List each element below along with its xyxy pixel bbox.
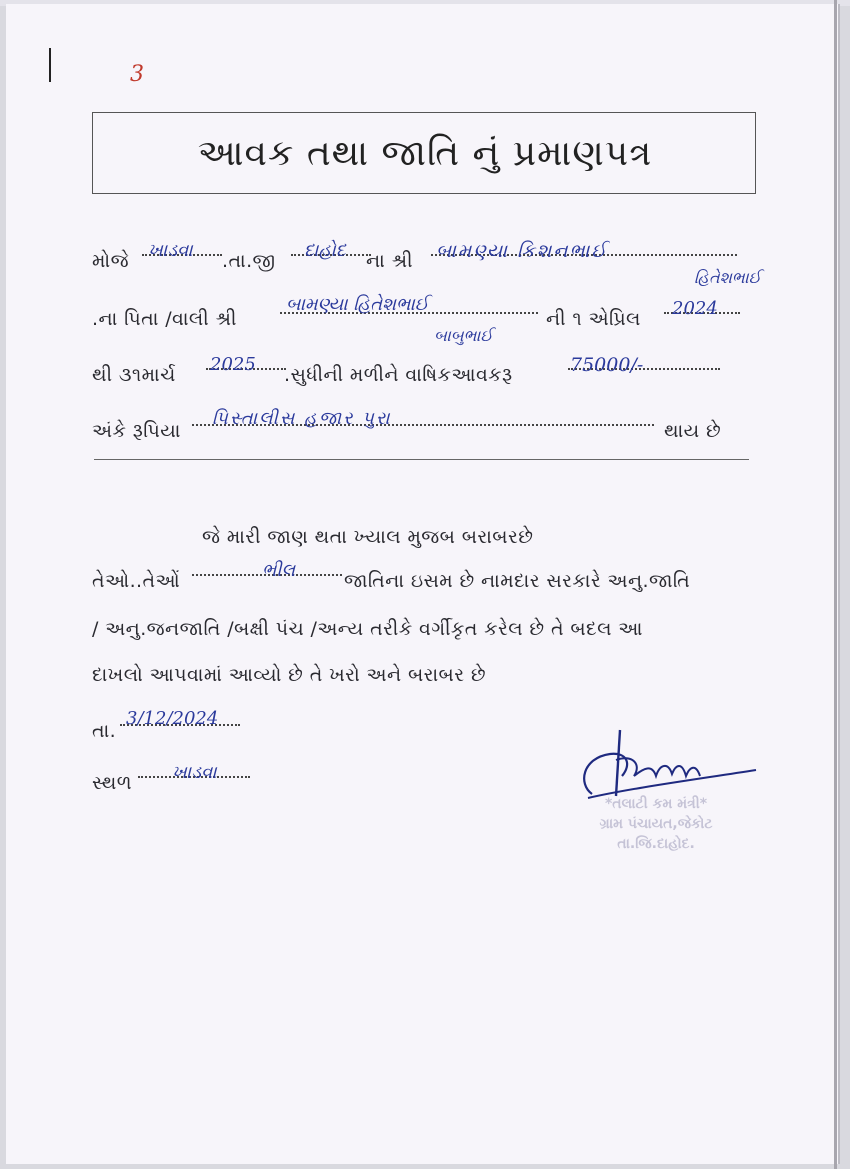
stamp-line-1: *તલાટી કમ મંત્રી* — [604, 796, 708, 812]
stamp-line-3: તા.જિ.દાહોદ. — [617, 836, 695, 852]
name-value: બામણ્યા કિશનભાઈ — [436, 240, 609, 262]
statement-line4: દાખલો આપવામાં આવ્યો છે તે ખરો અને બરાબર છે — [92, 664, 486, 686]
name-value-cont: હિતેશભાઈ — [694, 268, 762, 287]
date-label: તા. — [92, 720, 117, 742]
place-label: સ્થળ — [92, 772, 132, 794]
page-title: આવક તથા જાતિ નું પ્રમાણપત્ર — [197, 133, 653, 174]
label-to: થી ૩૧માર્ચ — [92, 364, 176, 386]
label-taji: .તા.જી — [222, 250, 276, 272]
taluka-value: દાહોદ — [304, 240, 346, 261]
label-na-shree: ના શ્રી — [366, 250, 413, 272]
father-value-cont: બાબુભાઈ — [434, 326, 493, 345]
place-value: ખાડવા — [172, 762, 217, 783]
statement-line3: / અનુ.જનજાતિ /બક્ષી પંચ /અન્ય તરીકે વર્ગીકૃત કરેલ છે તે બદલ આ — [92, 618, 643, 640]
to-year-value: 2025 — [210, 354, 256, 375]
income-value: 75000/- — [570, 354, 644, 376]
label-moje: મોજે — [92, 250, 129, 272]
label-father: .ના પિતા /વાલી શ્રી — [92, 308, 237, 330]
official-stamp — [566, 794, 746, 854]
stamp-line-2: ગ્રામ પંચાયત,જેકોટ — [599, 816, 713, 832]
document-sheet — [6, 4, 838, 1164]
scan-right-edge — [834, 0, 837, 1169]
label-from: ની ૧ એપ્રિલ — [546, 308, 641, 330]
section-divider — [94, 459, 749, 460]
father-value: બામણ્યા હિતેશભાઈ — [286, 294, 429, 315]
label-end: થાય છે — [664, 420, 722, 442]
margin-mark — [49, 48, 51, 82]
date-value: 3/12/2024 — [126, 708, 219, 729]
title-box — [92, 112, 756, 194]
village-value: ખાડવા — [148, 240, 193, 261]
page-number-mark: 3 — [130, 62, 144, 87]
statement-line1: જે મારી જાણ થતા ખ્યાલ મુજબ બરાબરછે — [202, 526, 534, 548]
words-value: પિસ્તાલીસ હજાર પુરા — [212, 408, 392, 429]
label-income: .સુધીની મળીને વાષિકઆવકરૂ — [284, 364, 513, 386]
statement-line2: જાતિના ઇસમ છે નામદાર સરકારે અનુ.જાતિ — [344, 570, 691, 592]
from-year-value: 2024 — [672, 298, 718, 319]
statement-prefix: તેઓ..તેઓં — [92, 570, 181, 592]
label-words: અંકે રૂપિયા — [92, 420, 181, 442]
caste-value: ભીલ — [262, 560, 296, 581]
